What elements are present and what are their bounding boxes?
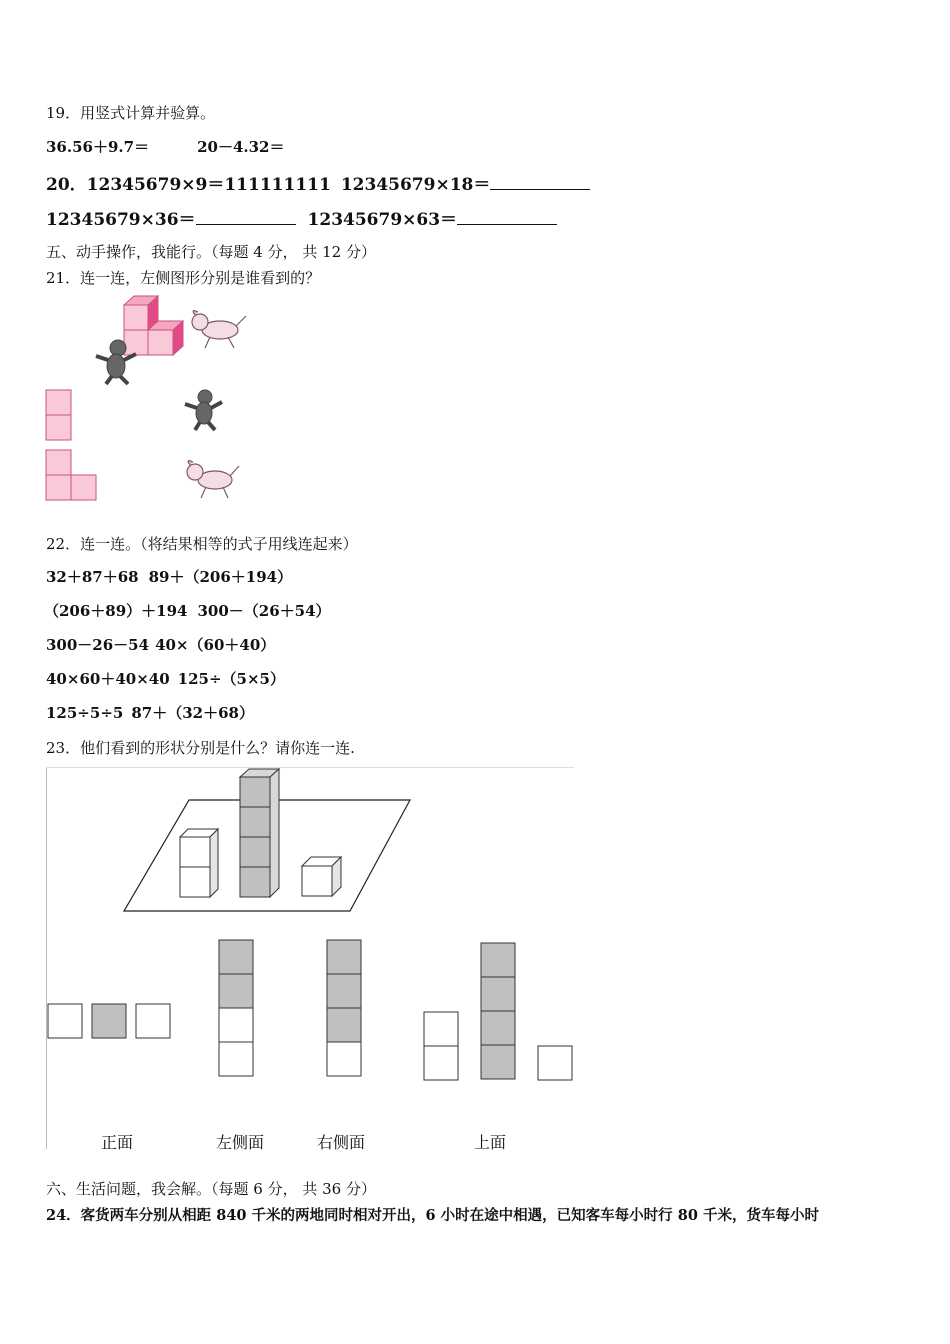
label-top: 上面 [474,1133,507,1152]
label-front: 正面 [101,1133,134,1152]
cube-stack-left [180,829,218,897]
q21-title: 21．连一连，左侧图形分别是谁看到的？ [46,269,321,287]
q19-title: 19．用竖式计算并验算。 [46,104,216,122]
q19-expressions [46,136,285,157]
q22-right-expr[interactable]: 87＋（32＋68） [131,704,254,722]
cube-single-right [302,857,341,896]
q22-right-expr[interactable]: 300－（26＋54） [197,602,331,620]
view-two-stack[interactable] [46,390,71,440]
view-top-option[interactable] [424,943,572,1080]
q22-row [46,702,254,723]
q22-row [46,634,275,655]
q19-expr2: 20－4.32＝ [197,138,285,156]
q22-row [46,668,285,689]
q22-left-expr[interactable]: 32＋87＋68 [46,568,139,586]
answer-blank[interactable] [490,175,590,190]
view-l-shape[interactable] [46,450,96,500]
cube-stack-middle [240,769,279,897]
q22-row [46,566,292,587]
pink-cube-structure [124,296,183,355]
q22-row [44,600,331,621]
answer-blank[interactable] [457,210,557,225]
label-left-side: 左侧面 [216,1133,265,1152]
q19-expr1: 36.56＋9.7＝ [46,138,150,156]
view-front-option[interactable] [48,1004,170,1038]
dog-icon[interactable] [187,461,239,498]
q22-left-expr[interactable]: 125÷5÷5 [46,704,124,722]
answer-blank[interactable] [196,210,296,225]
q22-left-expr[interactable]: （206＋89）＋194 [44,602,188,620]
view-right-side-option[interactable] [327,940,361,1076]
q20-line2-a: 12345679×36＝ [46,210,196,230]
q20-line1-b: 12345679×18＝ [340,175,491,195]
q20-line1-a: 20．12345679×9＝111111111 [46,175,331,195]
q22-right-expr[interactable]: 125÷（5×5） [177,670,285,688]
q24-text-content: 24．客货两车分别从相距 840 千米的两地同时相对开出，6 小时在途中相遇，已知客车每小时行 80 千米，货车每小时 [46,1207,819,1224]
view-left-side-option[interactable] [219,940,253,1076]
q22-right-expr[interactable]: 40×（60＋40） [155,636,276,654]
label-right-side: 右侧面 [317,1133,366,1152]
q20-line1 [46,170,590,195]
q22-right-expr[interactable]: 89＋（206＋194） [148,568,293,586]
monkey-icon[interactable] [185,390,222,430]
q23-figure [46,767,574,1151]
dog-icon [192,311,246,348]
q21-figure [40,290,270,510]
q23-title: 23．他们看到的形状分别是什么？请你连一连. [46,739,355,757]
q22-title: 22．连一连。（将结果相等的式子用线连起来） [46,535,358,553]
section5-title: 五、动手操作，我能行。（每题 4 分， 共 12 分） [46,243,376,261]
q22-left-expr[interactable]: 300－26－54 [46,636,150,654]
q20-line2-b: 12345679×63＝ [307,210,458,230]
q20-line2 [46,205,557,230]
q24-text [46,1204,819,1225]
section6-title: 六、生活问题，我会解。（每题 6 分， 共 36 分） [46,1180,376,1198]
q22-left-expr[interactable]: 40×60＋40×40 [46,670,170,688]
